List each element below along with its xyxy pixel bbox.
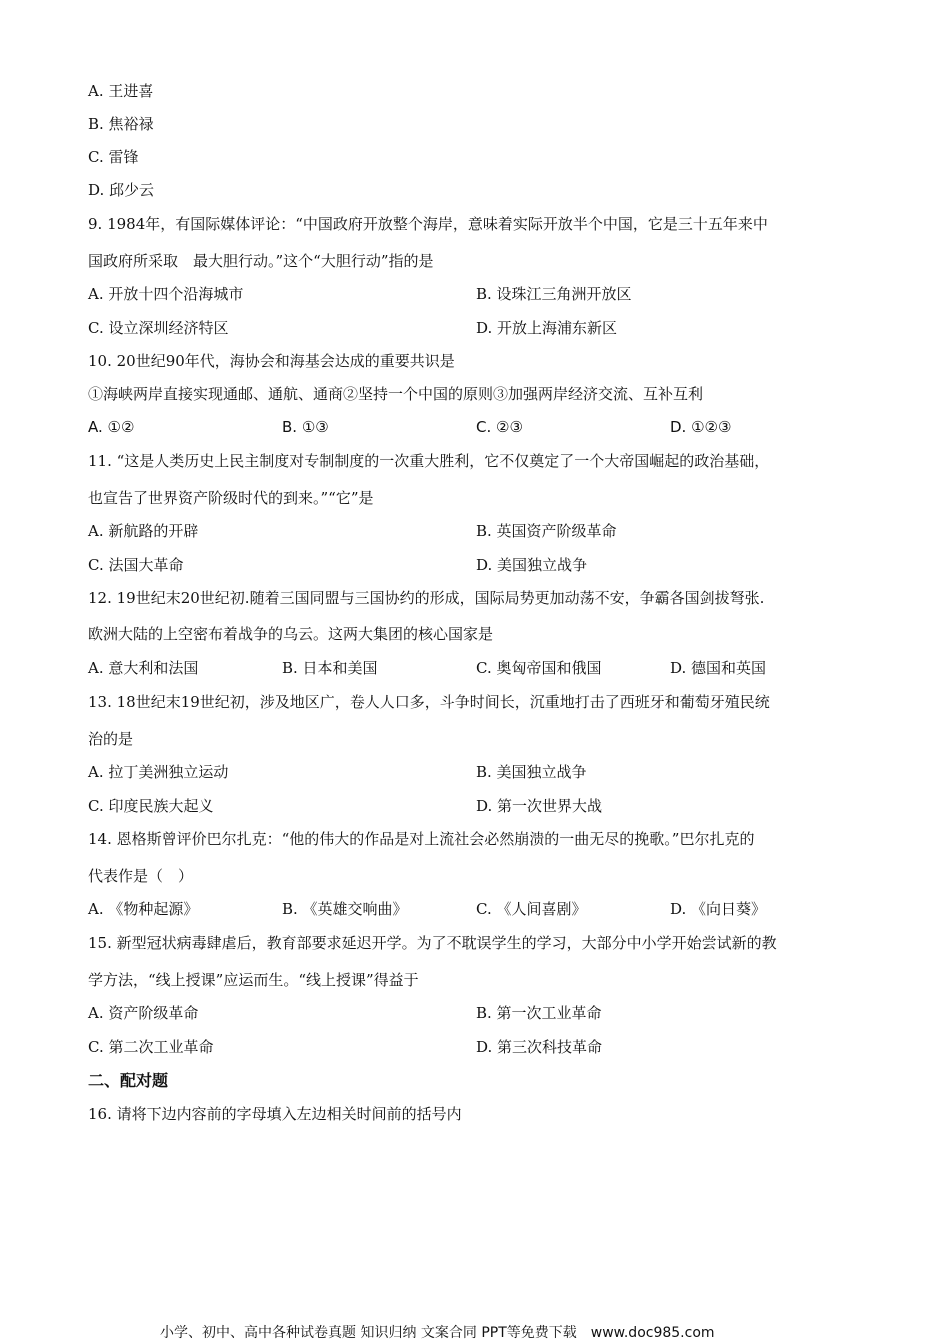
q8-option-b: B. 焦裕禄 xyxy=(88,115,154,133)
q9-option-a: A. 开放十四个沿海城市 xyxy=(88,285,244,303)
q12-option-d: D. 德国和英国 xyxy=(670,659,767,677)
q10-option-c: C. ②③ xyxy=(476,418,523,436)
q12-stem-line2: 欧洲大陆的上空密布着战争的乌云。这两大集团的核心国家是 xyxy=(88,625,494,643)
q14-option-d: D. 《向日葵》 xyxy=(670,900,767,918)
q9-option-b: B. 设珠江三角洲开放区 xyxy=(476,285,632,303)
q13-option-b: B. 美国独立战争 xyxy=(476,763,587,781)
q10-option-a: A. ①② xyxy=(88,418,135,436)
q10-option-b: B. ①③ xyxy=(282,418,329,436)
q11-option-b: B. 英国资产阶级革命 xyxy=(476,522,617,540)
q10-stem-line1: 10. 20世纪90年代，海协会和海基会达成的重要共识是 xyxy=(88,352,455,370)
q15-stem-line1: 15. 新型冠状病毒肆虐后，教育部要求延迟开学。为了不耽误学生的学习，大部分中小学开始尝试新的教 xyxy=(88,934,777,952)
q14-option-b: B. 《英雄交响曲》 xyxy=(282,900,408,918)
q11-stem-line1: 11. “这是人类历史上民主制度对专制制度的一次重大胜利，它不仅奠定了一个大帝国崛起的政治基础， xyxy=(88,452,770,470)
q15-option-a: A. 资产阶级革命 xyxy=(88,1004,199,1022)
q8-option-c: C. 雷锋 xyxy=(88,148,139,166)
q13-stem-line2: 治的是 xyxy=(88,730,134,748)
q13-option-a: A. 拉丁美洲独立运动 xyxy=(88,763,229,781)
q13-stem-line1: 13. 18世纪末19世纪初，涉及地区广，卷人人口多，斗争时间长，沉重地打击了西班牙和葡萄牙殖民统 xyxy=(88,693,770,711)
q12-option-a: A. 意大利和法国 xyxy=(88,659,199,677)
q10-stem-line2: ①海峡两岸直接实现通邮、通航、通商②坚持一个中国的原则③加强两岸经济交流、互补互利 xyxy=(88,385,704,403)
q14-option-c: C. 《人间喜剧》 xyxy=(476,900,587,918)
q12-option-b: B. 日本和美国 xyxy=(282,659,378,677)
q15-option-c: C. 第二次工业革命 xyxy=(88,1038,214,1056)
q13-option-c: C. 印度民族大起义 xyxy=(88,797,214,815)
q11-stem-line2: 也宣告了世界资产阶级时代的到来。”“它”是 xyxy=(88,489,374,507)
q9-option-d: D. 开放上海浦东新区 xyxy=(476,319,618,337)
q16-stem: 16. 请将下边内容前的字母填入左边相关时间前的括号内 xyxy=(88,1105,462,1123)
q8-option-d: D. 邱少云 xyxy=(88,181,155,199)
q11-option-c: C. 法国大革命 xyxy=(88,556,184,574)
q8-option-a: A. 王进喜 xyxy=(88,82,154,100)
q9-stem-line2: 国政府所采取 最大胆行动。”这个“大胆行动”指的是 xyxy=(88,252,434,270)
q9-option-c: C. 设立深圳经济特区 xyxy=(88,319,229,337)
q15-option-b: B. 第一次工业革命 xyxy=(476,1004,602,1022)
q14-option-a: A. 《物种起源》 xyxy=(88,900,199,918)
q11-option-a: A. 新航路的开辟 xyxy=(88,522,199,540)
q12-option-c: C. 奥匈帝国和俄国 xyxy=(476,659,602,677)
q14-stem-line1: 14. 恩格斯曾评价巴尔扎克：“他的伟大的作品是对上流社会必然崩溃的一曲无尽的挽歌。”巴尔扎克的 xyxy=(88,830,755,848)
q15-option-d: D. 第三次科技革命 xyxy=(476,1038,603,1056)
q11-option-d: D. 美国独立战争 xyxy=(476,556,588,574)
q10-option-d: D. ①②③ xyxy=(670,418,732,436)
q9-stem-line1: 9. 1984年，有国际媒体评论：“中国政府开放整个海岸，意味着实际开放半个中国，它是三十五年来中 xyxy=(88,215,768,233)
page-footer: 小学、初中、高中各种试卷真题 知识归纳 文案合同 PPT等免费下载 www.doc985.com xyxy=(160,1325,715,1341)
section-heading: 二、配对题 xyxy=(88,1071,169,1090)
q14-stem-line2: 代表作是（ ） xyxy=(88,867,194,885)
q12-stem-line1: 12. 19世纪末20世纪初.随着三国同盟与三国协约的形成，国际局势更加动荡不安，争霸各国剑拔弩张. xyxy=(88,589,765,607)
q13-option-d: D. 第一次世界大战 xyxy=(476,797,603,815)
q15-stem-line2: 学方法，“线上授课”应运而生。“线上授课”得益于 xyxy=(88,971,419,989)
